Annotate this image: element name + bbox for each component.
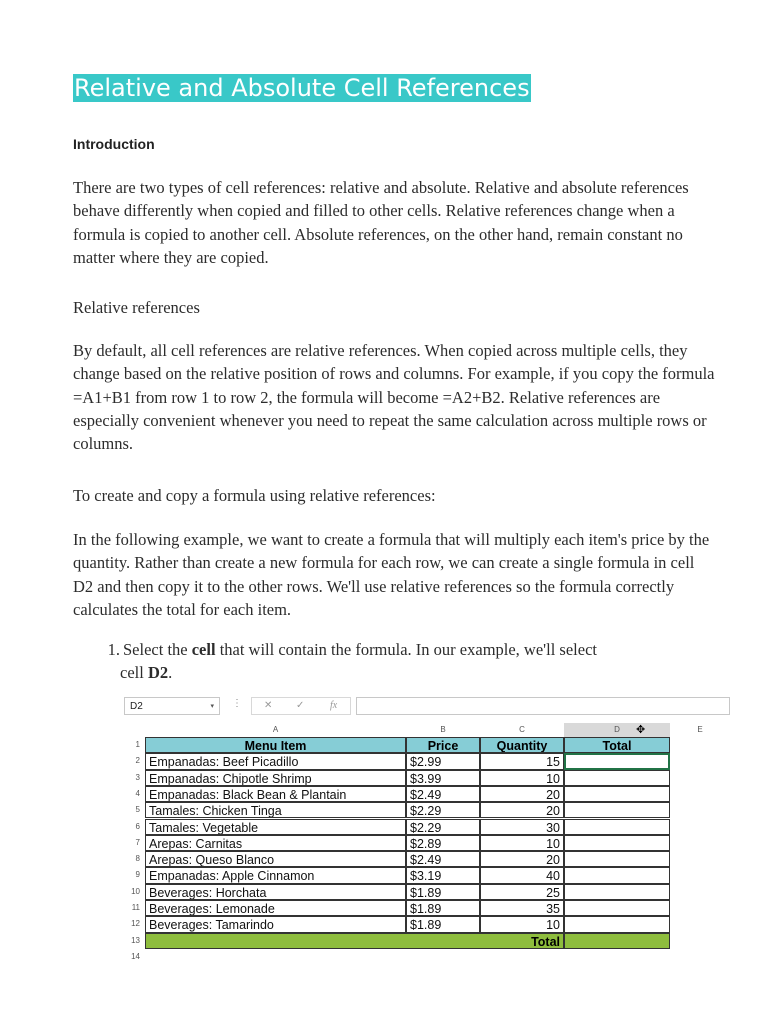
- step-number: 1.: [107, 640, 120, 659]
- intro-paragraph: There are two types of cell references: relative and absolute. Relative and absolute references behave differently when copied and filled to other cells. Relative references change when a formula is copied to another cell. Absolute references, on the other hand, remain constant no matter where they are copied.: [73, 178, 689, 267]
- table-row: [120, 933, 730, 949]
- step-line-2: [98, 661, 678, 684]
- table-row: [120, 786, 730, 802]
- price-cell[interactable]: $2.29: [406, 819, 480, 835]
- menu-item-cell[interactable]: Empanadas: Apple Cinnamon: [145, 867, 406, 883]
- price-cell[interactable]: $1.89: [406, 884, 480, 900]
- step-bold-cell: cell: [191, 640, 216, 659]
- quantity-cell[interactable]: 10: [480, 835, 564, 851]
- quantity-cell[interactable]: 40: [480, 867, 564, 883]
- total-cell[interactable]: [564, 835, 670, 851]
- price-cell[interactable]: $2.49: [406, 851, 480, 867]
- column-header-d[interactable]: D: [564, 723, 670, 739]
- table-row: [120, 851, 730, 867]
- spreadsheet-screenshot: [120, 694, 730, 964]
- formula-buttons: [251, 697, 351, 715]
- table-header-cell[interactable]: Quantity: [480, 737, 564, 753]
- price-cell[interactable]: $1.89: [406, 900, 480, 916]
- row-number[interactable]: 10: [131, 886, 140, 896]
- total-cell[interactable]: [564, 786, 670, 802]
- price-cell[interactable]: $2.99: [406, 753, 480, 769]
- row-number[interactable]: 6: [135, 821, 140, 831]
- table-header-cell[interactable]: Price: [406, 737, 480, 753]
- cell-cursor-icon: ✥: [636, 724, 646, 736]
- row-number[interactable]: 4: [135, 788, 140, 798]
- menu-item-cell[interactable]: Tamales: Chicken Tinga: [145, 802, 406, 818]
- table-header-cell[interactable]: Menu Item: [145, 737, 406, 753]
- menu-item-cell[interactable]: Empanadas: Black Bean & Plantain: [145, 786, 406, 802]
- step-text-before: Select the: [123, 640, 192, 659]
- step-bold-d2: D2: [147, 663, 169, 682]
- column-header-e[interactable]: E: [697, 725, 703, 734]
- enter-icon[interactable]: ✓: [296, 700, 305, 711]
- row-number[interactable]: 2: [135, 756, 140, 766]
- price-cell[interactable]: $1.89: [406, 916, 480, 932]
- total-cell[interactable]: [564, 851, 670, 867]
- example-paragraph: In the following example, we want to create a formula that will multiply each item's price by the quantity. Rather than create a new formula for each row, we can create a single formula in cell D2 and then copy it to the other rows. We'll use relative references so the formula correctly calculates the total for each item.: [73, 530, 710, 619]
- column-header-c[interactable]: C: [519, 725, 525, 734]
- row-number[interactable]: 14: [131, 951, 140, 961]
- cancel-icon[interactable]: ✕: [264, 700, 273, 711]
- row-number[interactable]: 1: [135, 740, 140, 749]
- create-copy-paragraph: To create and copy a formula using relative references:: [73, 486, 436, 505]
- formula-input[interactable]: [356, 697, 730, 715]
- quantity-cell[interactable]: 20: [480, 802, 564, 818]
- total-cell[interactable]: [564, 916, 670, 932]
- step-text-mid: that will contain the formula. In our example, we'll select: [215, 640, 597, 659]
- total-cell[interactable]: [564, 802, 670, 818]
- total-value-cell[interactable]: [564, 933, 670, 949]
- page-title: Relative and Absolute Cell References: [74, 74, 530, 102]
- price-cell[interactable]: $3.19: [406, 867, 480, 883]
- quantity-cell[interactable]: 20: [480, 786, 564, 802]
- quantity-cell[interactable]: 15: [480, 753, 564, 769]
- menu-item-cell[interactable]: Arepas: Carnitas: [145, 835, 406, 851]
- relative-references-subheading: Relative references: [73, 298, 200, 317]
- column-header-a[interactable]: A: [272, 725, 279, 734]
- table-row: [120, 900, 730, 916]
- introduction-heading: Introduction: [73, 136, 155, 152]
- price-cell[interactable]: $3.99: [406, 770, 480, 786]
- menu-item-cell[interactable]: Beverages: Lemonade: [145, 900, 406, 916]
- row-number[interactable]: 12: [131, 919, 140, 929]
- price-cell[interactable]: $2.49: [406, 786, 480, 802]
- name-box[interactable]: [124, 697, 220, 715]
- table-row: [120, 753, 730, 769]
- total-label-cell[interactable]: Total: [145, 933, 564, 949]
- quantity-cell[interactable]: 10: [480, 770, 564, 786]
- step-1: [98, 638, 678, 684]
- step-text-line2: cell: [120, 663, 148, 682]
- price-cell[interactable]: $2.29: [406, 802, 480, 818]
- row-number[interactable]: 9: [135, 870, 140, 880]
- step-text-end: .: [168, 663, 173, 682]
- quantity-cell[interactable]: 35: [480, 900, 564, 916]
- quantity-cell[interactable]: 25: [480, 884, 564, 900]
- table-row: [120, 949, 730, 965]
- menu-item-cell[interactable]: Beverages: Tamarindo: [145, 916, 406, 932]
- chevron-down-icon[interactable]: ▾: [210, 703, 214, 710]
- total-cell[interactable]: [564, 819, 670, 835]
- menu-item-cell[interactable]: Beverages: Horchata: [145, 884, 406, 900]
- table-header-cell[interactable]: Total: [564, 737, 670, 753]
- table-row: [120, 802, 730, 818]
- column-header-b[interactable]: B: [440, 725, 446, 734]
- table-row: [120, 770, 730, 786]
- table-row: [120, 916, 730, 932]
- formula-bar: [120, 694, 730, 718]
- menu-item-cell[interactable]: Empanadas: Beef Picadillo: [145, 753, 406, 769]
- quantity-cell[interactable]: 30: [480, 819, 564, 835]
- table-row: [120, 737, 730, 753]
- total-cell[interactable]: [564, 867, 670, 883]
- price-cell[interactable]: $2.89: [406, 835, 480, 851]
- total-cell[interactable]: [564, 900, 670, 916]
- row-number[interactable]: 5: [135, 805, 140, 815]
- total-cell[interactable]: [564, 770, 670, 786]
- table-row: [120, 867, 730, 883]
- table-row: [120, 884, 730, 900]
- menu-item-cell[interactable]: Empanadas: Chipotle Shrimp: [145, 770, 406, 786]
- total-cell-d2[interactable]: [564, 753, 670, 769]
- more-icon: ⋮: [232, 698, 242, 709]
- total-cell[interactable]: [564, 884, 670, 900]
- row-number[interactable]: 13: [131, 935, 140, 945]
- name-box-value: D2: [130, 701, 143, 712]
- quantity-cell[interactable]: 20: [480, 851, 564, 867]
- quantity-cell[interactable]: 10: [480, 916, 564, 932]
- table-row: [120, 819, 730, 835]
- menu-item-cell[interactable]: Tamales: Vegetable: [145, 819, 406, 835]
- row-number[interactable]: 3: [135, 772, 140, 782]
- row-number[interactable]: 11: [131, 903, 140, 912]
- relative-references-paragraph: By default, all cell references are relative references. When copied across multiple cells, they change based on the relative position of rows and columns. For example, if you copy the formula =A1+B1 from row 1 to row 2, the formula will become =A2+B2. Relative references are especially convenient whenever you need to repeat the same calculation across multiple rows or columns.: [73, 341, 715, 454]
- table-row: [120, 835, 730, 851]
- fx-icon[interactable]: fx: [330, 700, 338, 711]
- menu-item-cell[interactable]: Arepas: Queso Blanco: [145, 851, 406, 867]
- row-number[interactable]: 7: [135, 837, 140, 847]
- row-number[interactable]: 8: [135, 854, 140, 864]
